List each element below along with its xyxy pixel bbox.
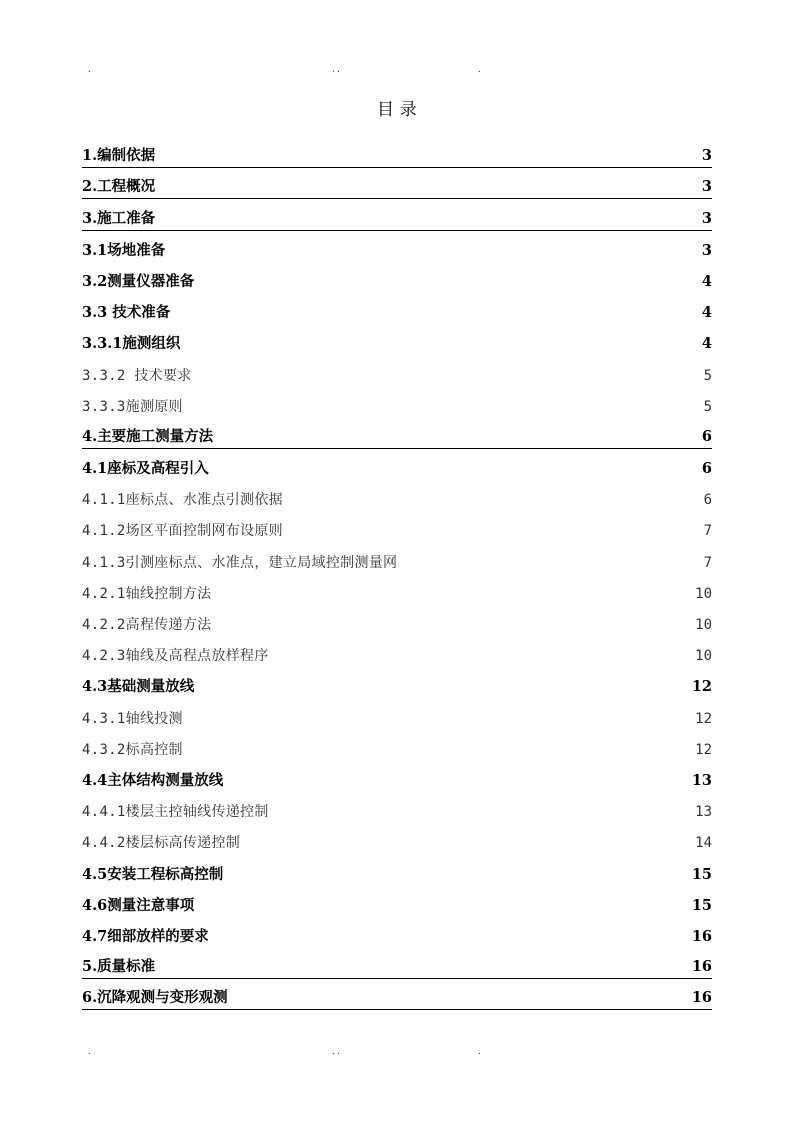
toc-entry-page: 10 bbox=[695, 648, 712, 665]
toc-entry[interactable] bbox=[82, 886, 712, 917]
corner-mark: . . bbox=[332, 65, 340, 74]
toc-entry-page: 12 bbox=[695, 710, 712, 727]
toc-entry[interactable] bbox=[82, 761, 712, 792]
toc-entry-page: 16 bbox=[691, 927, 712, 945]
toc-entry-title: 4.3.1轴线投测 bbox=[82, 710, 183, 727]
toc-entry-page: 12 bbox=[691, 678, 712, 696]
toc-entry-title: 3.1场地准备 bbox=[82, 241, 166, 259]
toc-entry-page: 16 bbox=[691, 958, 712, 976]
toc-entry-title: 4.3基础测量放线 bbox=[82, 678, 195, 696]
toc-entry-title: 4.3.2标高控制 bbox=[82, 741, 183, 758]
toc-entry-title: 4.4主体结构测量放线 bbox=[82, 771, 224, 789]
toc-entry-page: 4 bbox=[701, 335, 712, 353]
toc-entry-title: 2.工程概况 bbox=[82, 178, 156, 196]
toc-entry[interactable] bbox=[82, 137, 712, 168]
toc-entry[interactable] bbox=[82, 293, 712, 324]
toc-entry[interactable] bbox=[82, 979, 712, 1010]
toc-entry-title: 4.2.2高程传递方法 bbox=[82, 617, 212, 633]
toc-entry-title: 4.1.2场区平面控制网布设原则 bbox=[82, 523, 283, 540]
toc-entry-page: 3 bbox=[701, 241, 712, 259]
toc-entry[interactable] bbox=[82, 387, 712, 418]
toc-entry[interactable] bbox=[82, 511, 712, 542]
corner-mark: . bbox=[88, 1047, 91, 1056]
toc-entry-title: 4.5安装工程标高控制 bbox=[82, 865, 224, 883]
toc-entry[interactable] bbox=[82, 948, 712, 979]
toc-entry[interactable] bbox=[82, 667, 712, 698]
toc-entry[interactable] bbox=[82, 917, 712, 948]
toc-entry-page: 4 bbox=[701, 304, 712, 322]
toc-entry-page: 13 bbox=[695, 804, 712, 821]
toc-entry[interactable] bbox=[82, 418, 712, 449]
page-title: 目 录 bbox=[376, 100, 417, 120]
toc-entry-page: 15 bbox=[691, 865, 712, 883]
toc-entry-page: 3 bbox=[701, 209, 712, 227]
toc-entry-page: 3 bbox=[701, 147, 712, 165]
toc-entry-title: 5.质量标准 bbox=[82, 958, 156, 976]
toc-entry[interactable] bbox=[82, 262, 712, 293]
toc-entry[interactable] bbox=[82, 324, 712, 355]
table-of-contents bbox=[82, 137, 712, 1010]
toc-entry-page: 6 bbox=[701, 427, 712, 445]
toc-entry-page: 4 bbox=[701, 272, 712, 290]
toc-entry-page: 10 bbox=[695, 585, 712, 602]
toc-entry[interactable] bbox=[82, 854, 712, 885]
toc-entry-title: 4.7细部放样的要求 bbox=[82, 927, 209, 945]
toc-entry[interactable] bbox=[82, 823, 712, 854]
toc-entry[interactable] bbox=[82, 730, 712, 761]
toc-entry-title: 1.编制依据 bbox=[82, 147, 156, 165]
toc-entry-title: 4.2.1轴线控制方法 bbox=[82, 585, 212, 602]
corner-mark: . bbox=[478, 65, 481, 74]
toc-entry-page: 12 bbox=[695, 741, 712, 758]
toc-entry[interactable] bbox=[82, 636, 712, 667]
toc-entry-title: 4.2.3轴线及高程点放样程序 bbox=[82, 648, 269, 665]
toc-entry-title: 4.6测量注意事项 bbox=[82, 896, 195, 914]
toc-entry[interactable] bbox=[82, 605, 712, 636]
toc-entry-title: 3.3.3施测原则 bbox=[82, 398, 183, 415]
toc-entry-title: 3.3.2 技术要求 bbox=[82, 367, 192, 384]
toc-entry-page: 10 bbox=[695, 617, 712, 633]
toc-entry-page: 13 bbox=[691, 771, 712, 789]
toc-entry-title: 3.施工准备 bbox=[82, 209, 156, 227]
corner-mark: . bbox=[478, 1047, 481, 1056]
toc-entry-title: 4.1.3引测座标点、水准点，建立局域控制测量网 bbox=[82, 554, 398, 571]
toc-entry[interactable] bbox=[82, 199, 712, 230]
toc-entry-title: 4.4.1楼层主控轴线传递控制 bbox=[82, 804, 269, 821]
toc-entry-title: 4.4.2楼层标高传递控制 bbox=[82, 835, 241, 852]
toc-entry[interactable] bbox=[82, 355, 712, 386]
toc-entry-page: 5 bbox=[703, 367, 712, 384]
toc-entry-title: 4.1座标及高程引入 bbox=[82, 460, 209, 478]
toc-entry[interactable] bbox=[82, 168, 712, 199]
toc-entry-title: 3.2测量仪器准备 bbox=[82, 272, 195, 290]
toc-entry-page: 16 bbox=[691, 989, 712, 1007]
toc-entry-page: 5 bbox=[703, 398, 712, 415]
corner-mark: . . bbox=[332, 1047, 340, 1056]
toc-entry-page: 7 bbox=[703, 523, 712, 540]
corner-mark: . bbox=[88, 65, 91, 74]
toc-entry[interactable] bbox=[82, 698, 712, 729]
toc-entry-title: 4.1.1座标点、水准点引测依据 bbox=[82, 492, 283, 509]
toc-entry-page: 14 bbox=[695, 835, 712, 852]
toc-entry-title: 6.沉降观测与变形观测 bbox=[82, 989, 228, 1007]
toc-entry-page: 15 bbox=[691, 896, 712, 914]
toc-entry-title: 4.主要施工测量方法 bbox=[82, 427, 214, 445]
toc-entry-title: 3.3.1施测组织 bbox=[82, 335, 181, 353]
toc-entry[interactable] bbox=[82, 542, 712, 573]
toc-entry-page: 7 bbox=[703, 554, 712, 571]
toc-entry-page: 6 bbox=[701, 460, 712, 478]
toc-entry[interactable] bbox=[82, 574, 712, 605]
toc-entry[interactable] bbox=[82, 480, 712, 511]
toc-entry-page: 3 bbox=[701, 178, 712, 196]
toc-entry-page: 6 bbox=[703, 492, 712, 509]
toc-entry[interactable] bbox=[82, 231, 712, 262]
toc-entry-title: 3.3 技术准备 bbox=[82, 304, 171, 322]
toc-entry[interactable] bbox=[82, 792, 712, 823]
toc-entry[interactable] bbox=[82, 449, 712, 480]
